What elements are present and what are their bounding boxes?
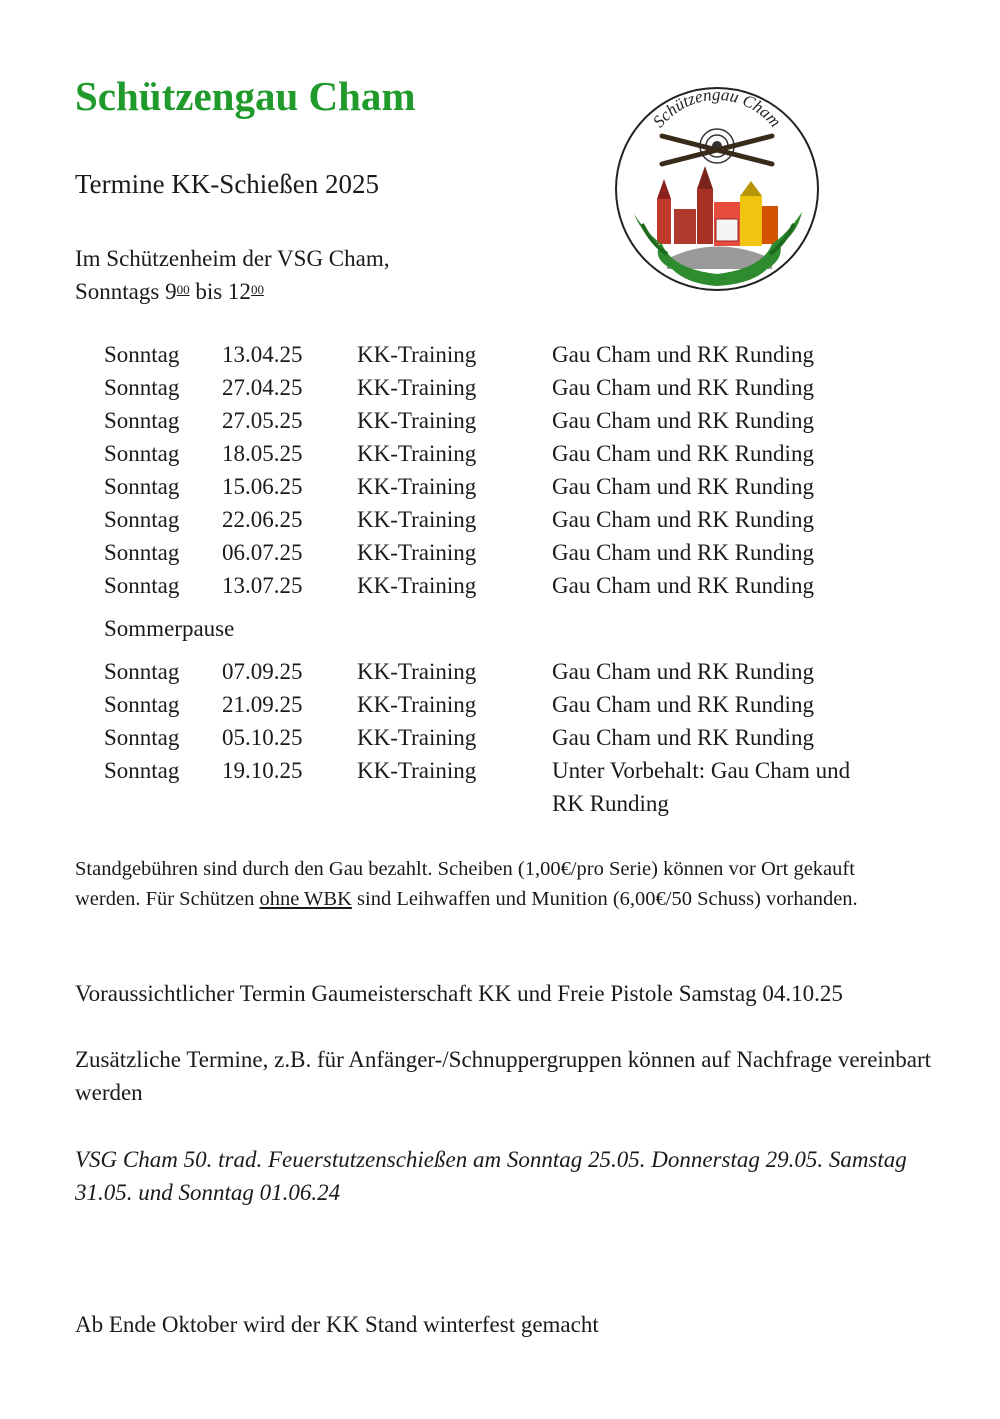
page-subtitle: Termine KK-Schießen 2025 <box>75 169 380 199</box>
schedule-info: Gau Cham und RK Runding <box>552 474 814 499</box>
schedule-info: Gau Cham und RK Runding <box>552 507 814 532</box>
schedule-day: Sonntag <box>104 375 180 400</box>
intro-time-start-minutes: 00 <box>176 282 190 297</box>
schedule-type: KK-Training <box>357 342 477 367</box>
schedule-date: 27.04.25 <box>222 375 303 400</box>
schedule-date: 06.07.25 <box>222 540 303 565</box>
schedule-day: Sonntag <box>104 342 180 367</box>
intro-time-end: bis 12 <box>189 279 251 304</box>
schedule-type: KK-Training <box>357 540 477 565</box>
schedule-day: Sonntag <box>104 441 180 466</box>
emblem-arc-text: Schützengau Cham <box>649 84 785 131</box>
additional-dates-note: Zusätzliche Termine, z.B. für Anfänger-/Schnuppergruppen können auf Nachfrage vereinbart werden <box>75 1047 932 1105</box>
schedule-row <box>104 721 884 754</box>
schedule-day: Sonntag <box>104 507 180 532</box>
schedule-type: KK-Training <box>357 725 477 750</box>
schedule-row <box>104 437 884 470</box>
schedule-type: KK-Training <box>357 692 477 717</box>
fees-note-underlined: ohne WBK <box>259 888 352 910</box>
schedule-date: 18.05.25 <box>222 441 303 466</box>
schedule-row <box>104 371 884 404</box>
schedule-day: Sonntag <box>104 474 180 499</box>
club-emblem-icon <box>612 84 822 294</box>
schedule-type: KK-Training <box>357 375 477 400</box>
schedule-row <box>104 404 884 437</box>
schedule-date: 19.10.25 <box>222 758 303 783</box>
schedule-info: Unter Vorbehalt: Gau Cham und RK Runding <box>552 758 851 816</box>
summer-break-label: Sommerpause <box>104 616 235 641</box>
schedule-type: KK-Training <box>357 441 477 466</box>
schedule-date: 27.05.25 <box>222 408 303 433</box>
schedule-row <box>104 688 884 721</box>
schedule-type: KK-Training <box>357 474 477 499</box>
schedule-info: Gau Cham und RK Runding <box>552 342 814 367</box>
schedule-info: Gau Cham und RK Runding <box>552 540 814 565</box>
intro-time <box>75 275 390 308</box>
schedule-info: Gau Cham und RK Runding <box>552 573 814 598</box>
schedule-row <box>104 754 884 820</box>
schedule-day: Sonntag <box>104 692 180 717</box>
schedule-info: Gau Cham und RK Runding <box>552 375 814 400</box>
intro-time-start: Sonntags 9 <box>75 279 177 304</box>
schedule-info: Gau Cham und RK Runding <box>552 725 814 750</box>
schedule-type: KK-Training <box>357 507 477 532</box>
schedule-day: Sonntag <box>104 758 180 783</box>
schedule-date: 07.09.25 <box>222 659 303 684</box>
schedule-type: KK-Training <box>357 659 477 684</box>
championship-note: Voraussichtlicher Termin Gaumeisterschaft KK und Freie Pistole Samstag 04.10.25 <box>75 981 843 1006</box>
schedule-day: Sonntag <box>104 408 180 433</box>
schedule-row <box>104 536 884 569</box>
schedule-date: 15.06.25 <box>222 474 303 499</box>
intro-location: Im Schützenheim der VSG Cham, <box>75 246 390 271</box>
page-title: Schützengau Cham <box>75 73 416 119</box>
schedule-type: KK-Training <box>357 758 477 783</box>
schedule-day: Sonntag <box>104 659 180 684</box>
schedule-row <box>104 655 884 688</box>
schedule-date: 13.04.25 <box>222 342 303 367</box>
intro-time-end-minutes: 00 <box>250 282 264 297</box>
schedule-type: KK-Training <box>357 573 477 598</box>
schedule-info: Gau Cham und RK Runding <box>552 408 814 433</box>
schedule-info: Gau Cham und RK Runding <box>552 441 814 466</box>
schedule-day: Sonntag <box>104 540 180 565</box>
intro-text <box>75 242 390 308</box>
event-note: VSG Cham 50. trad. Feuerstutzenschießen am Sonntag 25.05. Donnerstag 29.05. Samstag 31.05. und Sonntag 01.06.24 <box>75 1147 907 1205</box>
schedule-date: 22.06.25 <box>222 507 303 532</box>
schedule-type: KK-Training <box>357 408 477 433</box>
schedule-date: 13.07.25 <box>222 573 303 598</box>
schedule-row <box>104 338 884 371</box>
schedule-date: 21.09.25 <box>222 692 303 717</box>
fees-note-part2: sind Leihwaffen und Munition (6,00€/50 Schuss) vorhanden. <box>351 888 858 910</box>
schedule-date: 05.10.25 <box>222 725 303 750</box>
schedule-row <box>104 503 884 536</box>
fees-note-part1: Standgebühren sind durch den Gau bezahlt. Scheiben (1,00€/pro Serie) können vor Ort gekauft werden. Für Schützen <box>75 858 855 910</box>
fees-note <box>75 854 925 914</box>
closing-note: Ab Ende Oktober wird der KK Stand winterfest gemacht <box>75 1312 599 1337</box>
training-schedule <box>104 338 884 820</box>
schedule-day: Sonntag <box>104 725 180 750</box>
schedule-day: Sonntag <box>104 573 180 598</box>
schedule-info: Gau Cham und RK Runding <box>552 659 814 684</box>
schedule-row <box>104 569 884 602</box>
schedule-row <box>104 470 884 503</box>
schedule-info: Gau Cham und RK Runding <box>552 692 814 717</box>
